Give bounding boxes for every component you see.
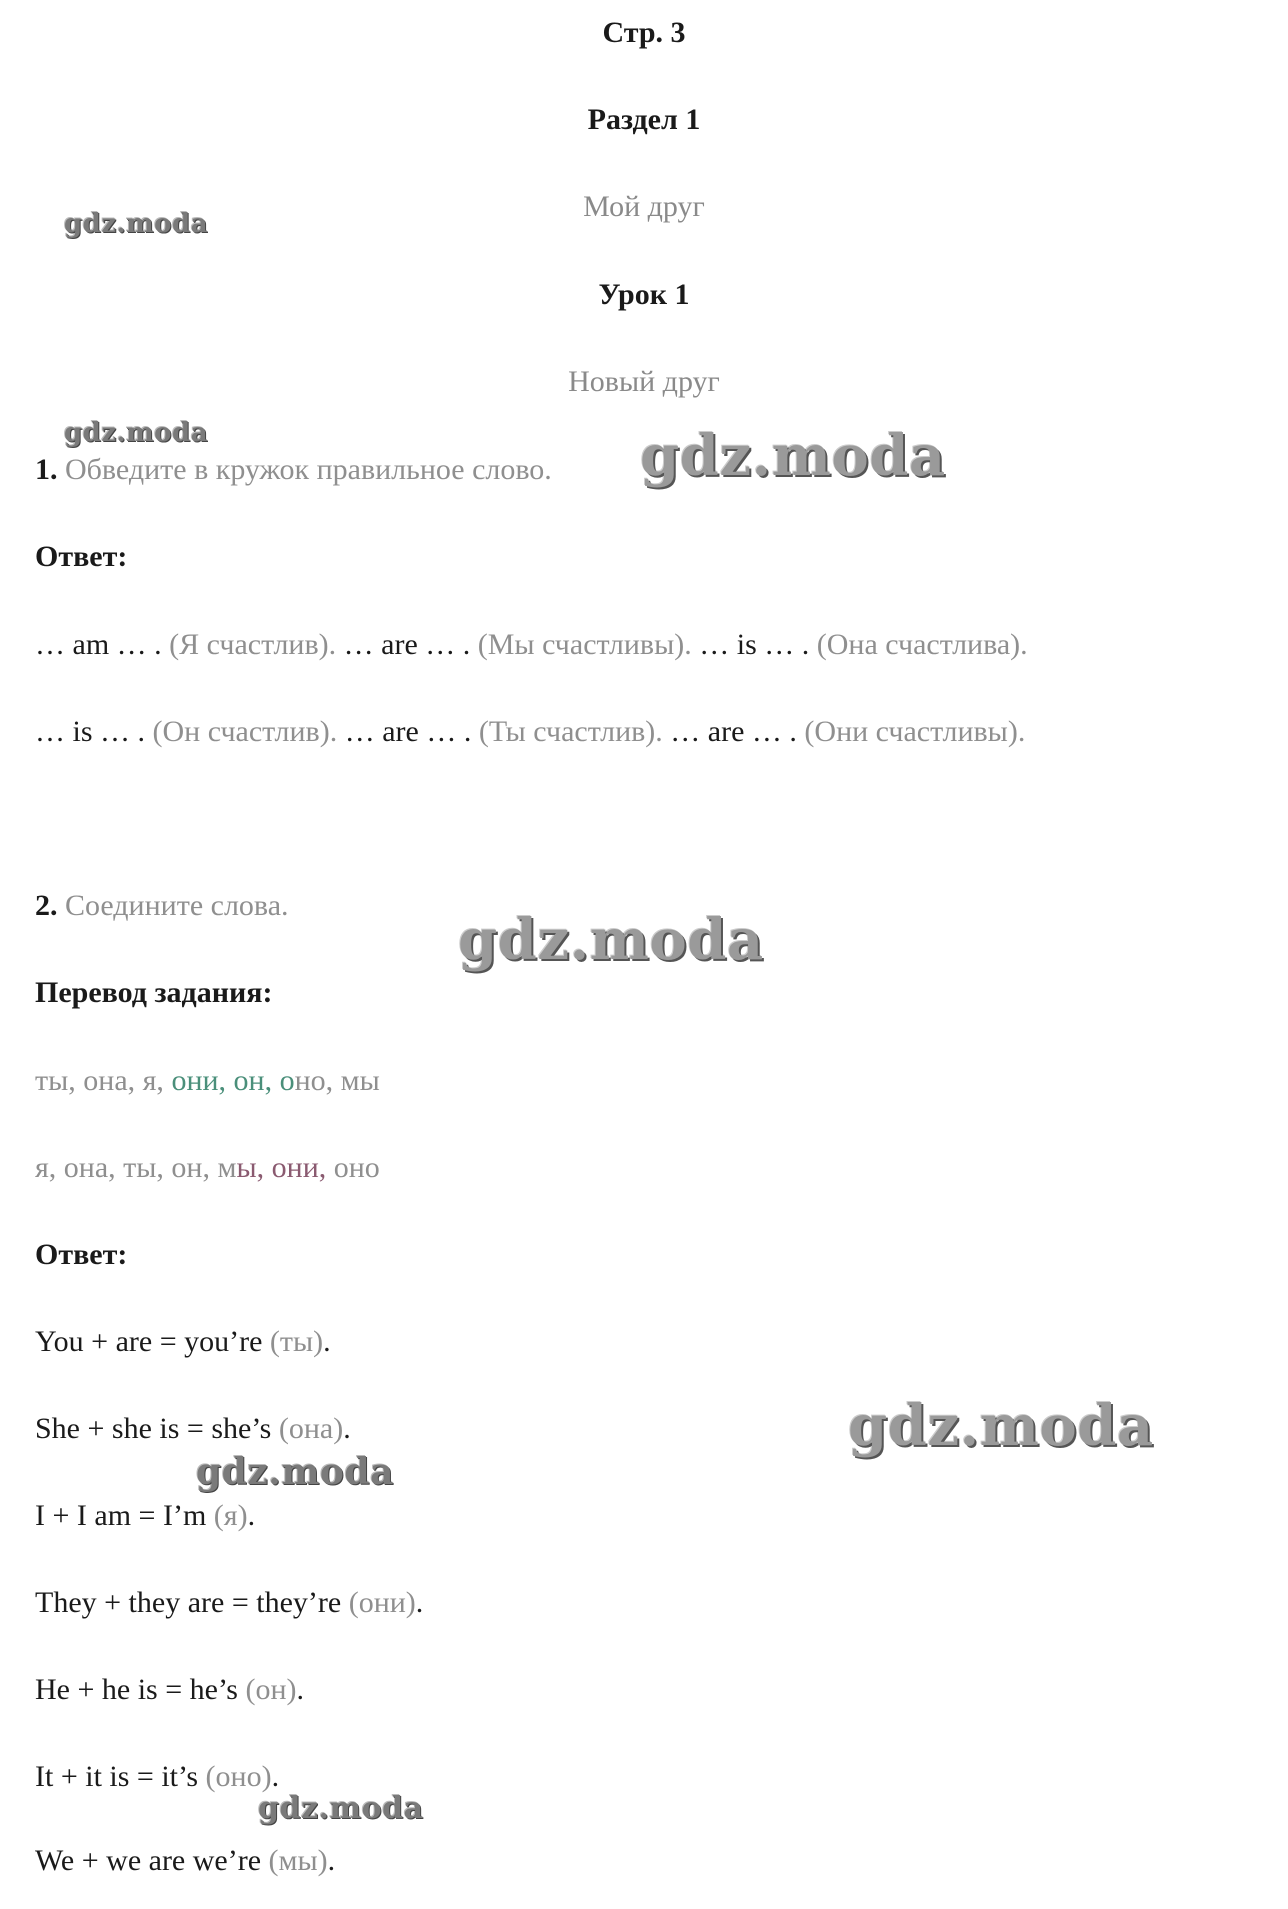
- answer-row: [35, 1501, 255, 1531]
- task1-answer-line: [35, 717, 1025, 747]
- answer-fragment: … is … .: [699, 628, 817, 661]
- translation-text: но, мы: [294, 1064, 380, 1097]
- answer-note: (он): [245, 1673, 297, 1706]
- task1-instruction-text: Обведите в кружок правильное слово.: [65, 453, 552, 486]
- answer-note: (я): [213, 1499, 248, 1532]
- answer-end: .: [296, 1673, 305, 1706]
- answer-note: (ты): [269, 1325, 324, 1358]
- translation-line: [35, 1066, 380, 1096]
- answer-row: [35, 1675, 304, 1705]
- translation-line: [35, 1153, 380, 1183]
- answer-text: I + I am = I’m: [35, 1499, 214, 1532]
- section-heading: Раздел 1: [587, 103, 701, 136]
- answer-fragment: … am … .: [35, 628, 170, 661]
- answer-end: .: [271, 1760, 280, 1793]
- task2-instruction-text: Соедините слова.: [65, 889, 289, 922]
- answer-end: .: [247, 1499, 256, 1532]
- task2-number: 2.: [35, 889, 58, 922]
- answer-note: (мы): [268, 1844, 328, 1877]
- translation-text: ы, они,: [236, 1151, 334, 1184]
- answer-translation: (Они счастливы).: [804, 715, 1026, 748]
- answer-translation: (Ты счастлив).: [478, 715, 671, 748]
- answer-fragment: … are … .: [344, 715, 479, 748]
- task1-answer-line: [35, 630, 1028, 660]
- answer-end: .: [323, 1325, 331, 1358]
- translation-text: оно: [333, 1151, 380, 1184]
- translation-text: они, он, о: [171, 1064, 295, 1097]
- watermark: gdz.moda: [848, 1393, 1154, 1459]
- task2-answer-label: Ответ:: [35, 1238, 128, 1271]
- page-number: Стр. 3: [602, 16, 686, 49]
- answer-translation: (Он счастлив).: [152, 715, 345, 748]
- task2-translation-label: Перевод задания:: [35, 976, 273, 1009]
- translation-text: ты, она, я,: [35, 1064, 172, 1097]
- answer-row: [35, 1588, 423, 1618]
- answer-text: You + are = you’re: [35, 1325, 270, 1358]
- watermark: gdz.moda: [458, 907, 764, 973]
- watermark: gdz.moda: [196, 1451, 394, 1493]
- translation-text: я, она, ты, он, м: [35, 1151, 237, 1184]
- answer-row: [35, 1762, 279, 1792]
- answer-note: (оно): [205, 1760, 272, 1793]
- answer-text: It + it is = it’s: [35, 1760, 206, 1793]
- answer-fragment: … are … .: [343, 628, 478, 661]
- answer-fragment: … is … .: [35, 715, 153, 748]
- answer-row: [35, 1846, 335, 1876]
- answer-end: .: [327, 1844, 336, 1877]
- lesson-title: Новый друг: [568, 365, 720, 398]
- task1-answer-label: Ответ:: [35, 540, 128, 573]
- answer-translation: (Мы счастливы).: [477, 628, 700, 661]
- answer-row: [35, 1327, 331, 1357]
- answer-fragment: … are … .: [670, 715, 805, 748]
- task1-instruction: [35, 455, 552, 485]
- answer-translation: (Я счастлив).: [169, 628, 344, 661]
- lesson-heading: Урок 1: [598, 278, 690, 311]
- watermark: gdz.moda: [64, 209, 209, 239]
- answer-note: (они): [348, 1586, 416, 1619]
- answer-translation: (Она счастлива).: [816, 628, 1028, 661]
- answer-text: They + they are = they’re: [35, 1586, 349, 1619]
- answer-end: .: [415, 1586, 424, 1619]
- answer-text: We + we are we’re: [35, 1844, 269, 1877]
- watermark: gdz.moda: [258, 1791, 424, 1826]
- answer-row: [35, 1414, 351, 1444]
- watermark: gdz.moda: [640, 423, 946, 489]
- task2-instruction: [35, 891, 289, 921]
- answer-text: He + he is = he’s: [35, 1673, 246, 1706]
- answer-note: (она): [278, 1412, 344, 1445]
- section-title: Мой друг: [583, 190, 705, 223]
- answer-text: She + she is = she’s: [35, 1412, 279, 1445]
- task1-number: 1.: [35, 453, 58, 486]
- watermark: gdz.moda: [64, 418, 209, 448]
- answer-end: .: [343, 1412, 351, 1445]
